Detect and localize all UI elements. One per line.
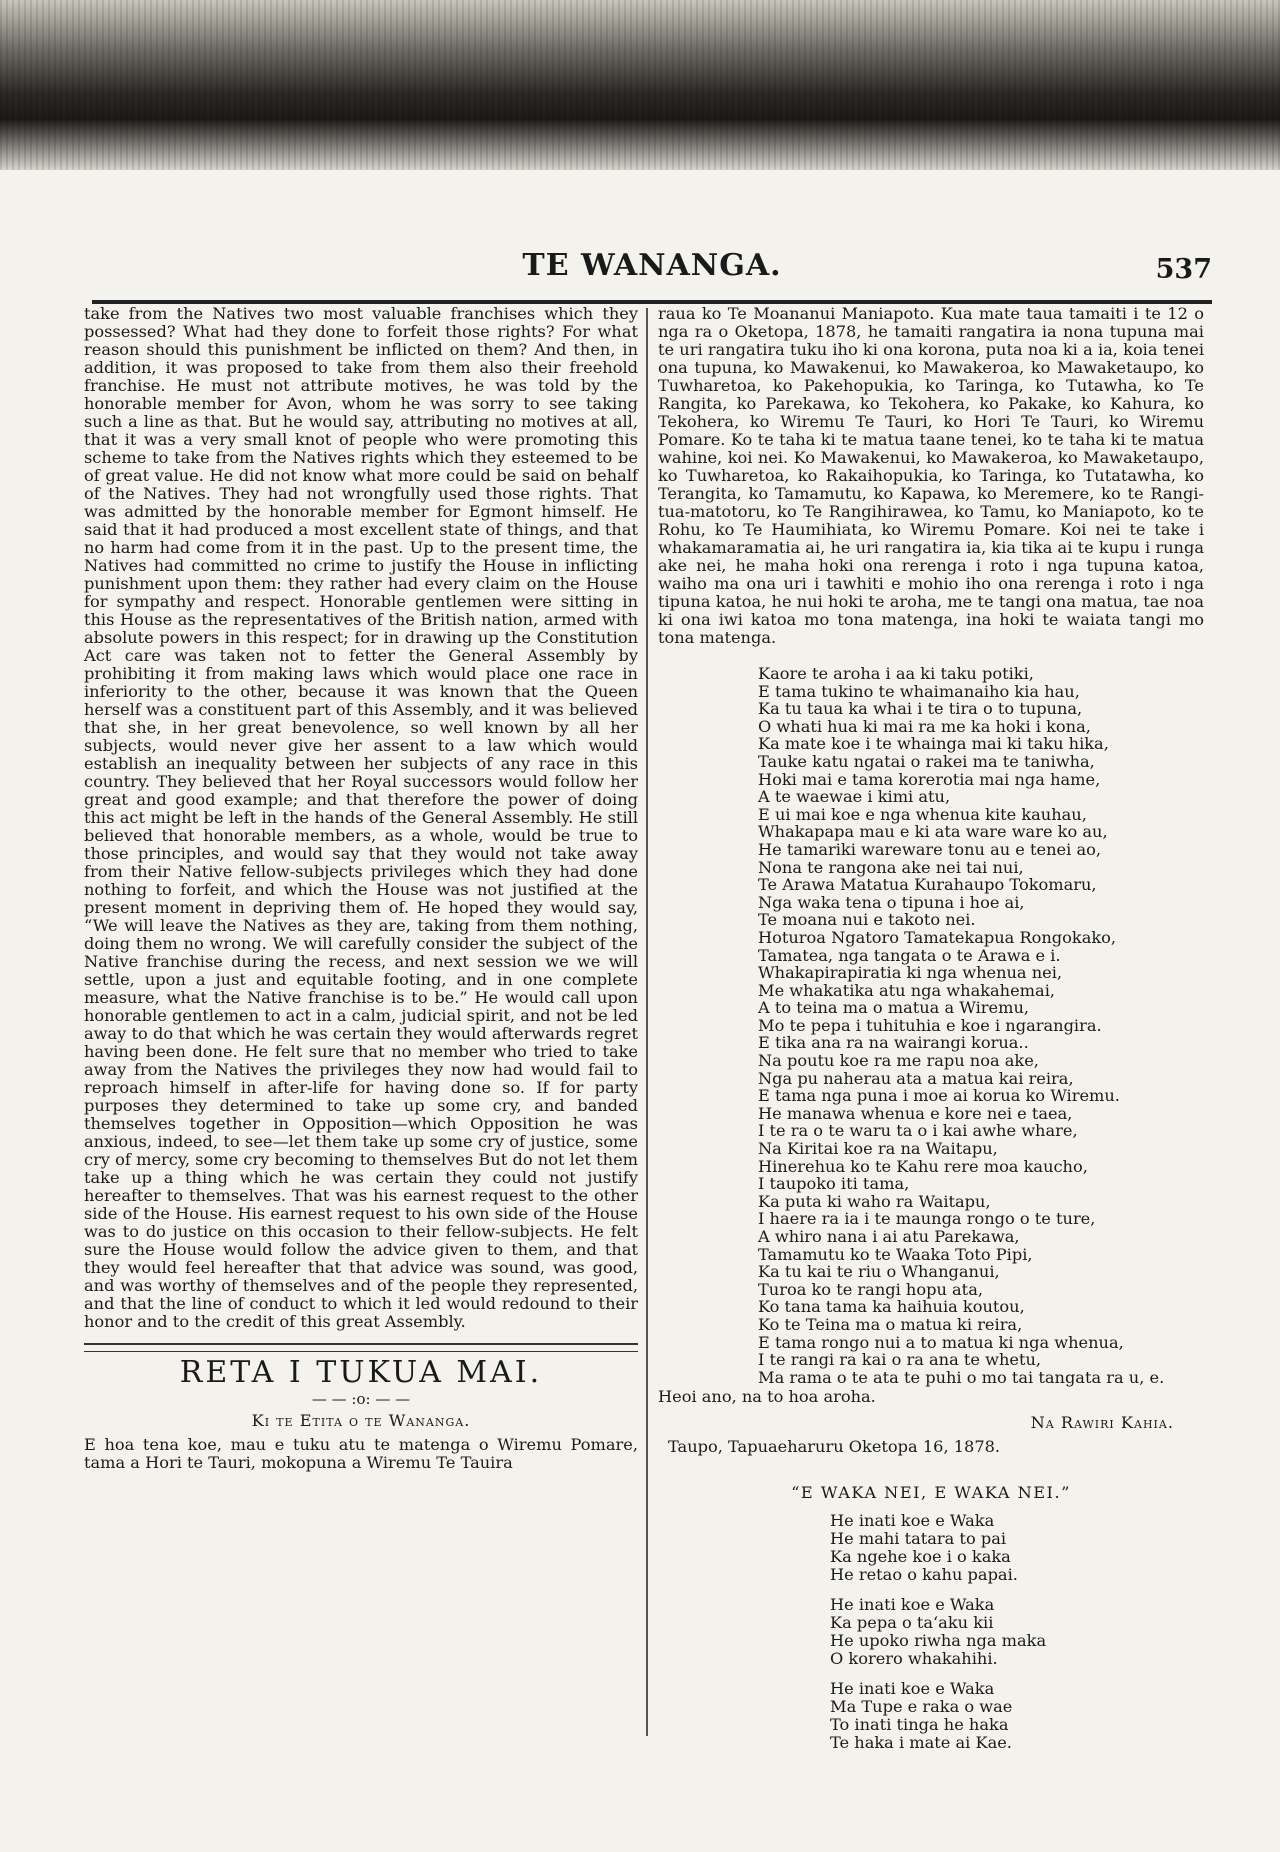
poem-line: Kaore te aroha i aa ki taku potiki, <box>758 664 1034 683</box>
poem-line: E tama nga puna i moe ai korua ko Wiremu. <box>758 1086 1120 1106</box>
poem-line: Nga pu naherau ata a matua kai reira, <box>758 1068 1074 1088</box>
song-line: He mahi tatara to pai <box>830 1529 1007 1549</box>
poem-line: I taupoko iti tama, <box>758 1174 910 1194</box>
letter-dateline: Taupo, Tapuaeharuru Oketopa 16, 1878. <box>668 1437 1001 1457</box>
poem-line: He manawa whenua e kore nei e taea, <box>758 1103 1073 1123</box>
song-stanza-2 <box>830 1596 1204 1668</box>
poem-line: E tama rongo nui a to matua ki nga whenua, <box>758 1332 1124 1352</box>
section-ornament: — — :o: — — <box>311 1390 411 1408</box>
poem-line: Ka mate koe i te whainga mai ki taku hika, <box>758 734 1109 754</box>
song-title: “E WAKA NEI, E WAKA NEI.” <box>791 1483 1071 1503</box>
poem-line: Ko tana tama ka haihuia koutou, <box>758 1297 1025 1317</box>
poem-line: Nga waka tena o tipuna i hoe ai, <box>758 892 1025 912</box>
section-heading: RETA I TUKUA MAI. <box>179 1355 543 1390</box>
poem-line: A te waewae i kimi atu, <box>758 787 951 807</box>
song-line: O korero whakahihi. <box>830 1649 998 1669</box>
poem-line: Me whakatika atu nga whakahemai, <box>758 980 1056 1000</box>
masthead <box>92 248 1212 294</box>
poem-line: Whakapirapiratia ki nga whenua nei, <box>758 963 1063 983</box>
song-line: Ka pepa o taʻaku kii <box>830 1613 994 1633</box>
song-stanza-1 <box>830 1512 1204 1584</box>
lament-poem <box>758 665 1204 1386</box>
song-line: He retao o kahu papai. <box>830 1565 1018 1585</box>
song-line: To inati tinga he haka <box>830 1715 1009 1735</box>
poem-line: Ka tu kai te riu o Whanganui, <box>758 1262 1000 1282</box>
letter-signature: Na Rawiri Kahia. <box>1030 1413 1174 1433</box>
poem-line: Ma rama o te ata te puhi o mo tai tangata ra u, e. <box>758 1367 1165 1387</box>
letter-opening: E hoa tena koe, mau e tuku atu te matenga o Wiremu Pomare, tama a Hori te Tauri, mokopuna a Wiremu Te Tauira <box>84 1435 638 1472</box>
poem-line: E tika ana ra na wairangi korua.. <box>758 1033 1029 1053</box>
poem-line: Te moana nui e takoto nei. <box>758 910 976 930</box>
letter-closing: Heoi ano, na to hoa aroha. <box>658 1387 876 1407</box>
poem-line: Te Arawa Matatua Kurahaupo Tokomaru, <box>758 875 1097 895</box>
poem-line: Ko te Teina ma o matua ki reira, <box>758 1314 1023 1334</box>
poem-line: Turoa ko te rangi hopu ata, <box>758 1279 983 1299</box>
poem-line: A to teina ma o matua a Wiremu, <box>758 998 1030 1018</box>
song-line: Te haka i mate ai Kae. <box>830 1733 1012 1753</box>
poem-line: Hoturoa Ngatoro Tamatekapua Rongokako, <box>758 927 1117 947</box>
parliament-speech-text: take from the Natives two most valuable franchises which they possessed? What had they done to forfeit those rights? For what reason should this punishment be inflicted on them? And then, in addition, it was proposed to take from them also their freehold franchise. He must not attribute motives, he was told by the honorable member for Avon, whom he was sorry to see taking such a line as that. But he would say, attributing no motives at all, that it was a very small knot of people who were promoting this scheme to take from the Natives rights which they esteemed to be of great value. He did not know what more could be said on behalf of the Natives. They had not wrongfully used those rights. That was admitted by the honorable member for Egmont himself. He said that it had produced a most excellent state of things, and that no harm had come from it in the past. Up to the present time, the Natives had committed no crime to justify the House in inflicting punishment upon them: they rather had every claim on the House for sympathy and respect. Honorable gentlemen were sitting in this House as the representatives of the British nation, armed with absolute powers in this respect; for in drawing up the Constitution Act care was taken not to fetter the General Assembly by prohibiting it from making laws which would place one race in inferiority to the other, because it was known that the Queen herself was a constituent part of this Assembly, and it was believed that she, in her great benevolence, so well known by all her subjects, would never give her assent to a law which would establish an inequality between her subjects of any race in this country. They believed that her Royal successors would follow her great and good example; and that therefore the power of doing this act might be left in the hands of the General Assembly. He still believed that honorable members, as a whole, would be true to those principles, and would say that they would not take away from their Native fellow-subjects privileges which they had done nothing to forfeit, and which the House was not justified at the present moment in depriving them of. He hoped they would say, “We will leave the Natives as they are, taking from them nothing, doing them no wrong. We will carefully consider the subject of the Native franchise during the recess, and next session we we will settle, upon a just and equitable footing, and in one complete measure, what the Native franchise is to be.” He would call upon honorable gentlemen to act in a calm, judicial spirit, and not be led away to do that which he was certain they would afterwards regret having been done. He felt sure that no member who tried to take away from the Natives the privileges they now had would fail to reproach himself in after-life for having done so. If for party purposes they determined to take up some cry, and banded themselves together in Opposition—which Opposition he was anxious, indeed, to see—let them take up some cry of justice, some cry of mercy, some cry becoming to themselves But do not let them take up a thing which he was certain they could not justify hereafter to themselves. That was his earnest request to the other side of the House. His earnest request to his own side of the House was to do justice on this occasion to their fellow-subjects. He felt sure the House would follow the advice given to them, and that they would feel hereafter that that advice was sound, was good, and was worthy of themselves and of the people they represented, and that the line of conduct to which it led would redound to their honor and to the credit of this great Assembly. <box>84 304 638 1331</box>
song-line: He inati koe e Waka <box>830 1679 995 1699</box>
ornamental-rule <box>84 1343 638 1352</box>
page-number: 537 <box>1155 254 1212 285</box>
scan-edge-band <box>0 0 1280 170</box>
poem-line: Mo te pepa i tuhituhia e koe i ngarangira. <box>758 1015 1102 1035</box>
letter-salutation: Ki te Etita o te Wananga. <box>251 1411 471 1430</box>
poem-line: Tauke katu ngatai o rakei ma te taniwha, <box>758 751 1095 771</box>
song-line: He inati koe e Waka <box>830 1511 995 1531</box>
song-line: Ma Tupe e raka o wae <box>830 1697 1013 1717</box>
poem-line: E ui mai koe e nga whenua kite kauhau, <box>758 804 1087 824</box>
poem-line: Tamamutu ko te Waaka Toto Pipi, <box>758 1244 1033 1264</box>
newspaper-title: TE WANANGA. <box>522 248 782 283</box>
poem-line: He tamariki wareware tonu au e tenei ao, <box>758 839 1101 859</box>
poem-line: I haere ra ia i te maunga rongo o te ture, <box>758 1209 1096 1229</box>
poem-line: Ka tu taua ka whai i te tira o to tupuna, <box>758 699 1083 719</box>
poem-line: Na poutu koe ra me rapu noa ake, <box>758 1051 1039 1071</box>
letter-body: raua ko Te Moananui Maniapoto. Kua mate taua tamaiti i te 12 o nga ra o Oketopa, 1878, he tamaiti rangatira ia nona tupuna mai te uri rangatira tuku iho ki ona korona, puta noa ki a ia, koia tenei ona tupuna, ko Mawakenui, ko Mawakeroa, ko Mawaketaupo, ko Tuwharetoa, ko Pakehopukia, ko Taringa, ko Tutawha, ko Te Rangita, ko Parekawa, ko Tekohera, ko Pakake, ko Kahura, ko Tekohera, ko Wiremu Te Tauri, ko Hori Te Tauri, ko Wiremu Pomare. Ko te taha ki te matua taane tenei, ko te taha ki te matua wahine, koi nei. Ko Mawakenui, ko Mawakeroa, ko Mawaketaupo, ko Tuwharetoa, ko Rakaihopukia, ko Taringa, ko Tutatawha, ko Terangita, ko Tamamutu, ko Kapawa, ko Meremere, ko te Rangi-tua-matotoru, ko Te Rangihirawea, ko Tamu, ko Maniapoto, ko te Rohu, ko Te Haumihiata, ko Wiremu Pomare. Koi nei te take i whakamaramatia ai, he uri rangatira ia, kia tika ai te kupu i runga ake nei, he maha hoki ona rerenga i roto i nga tupuna katoa, waiho ma ona uri i tawhiti e mohio iho ona rerenga i roto i nga tipuna katoa, he nui hoki te aroha, me te tangi ona matua, tae noa ki ona iwi katoa mo tona matenga, ina hoki te waiata tangi mo tona matenga. <box>658 304 1204 647</box>
poem-line: A whiro nana i ai atu Parekawa, <box>758 1227 1020 1246</box>
poem-line: Hinerehua ko te Kahu rere moa kaucho, <box>758 1156 1088 1176</box>
poem-line: E tama tukino te whaimanaiho kia hau, <box>758 681 1080 701</box>
poem-line: Nona te rangona ake nei tai nui, <box>758 857 1024 877</box>
right-column <box>658 305 1204 1752</box>
song-stanza-3 <box>830 1680 1204 1752</box>
poem-line: O whati hua ki mai ra me ka hoki i kona, <box>758 716 1091 736</box>
poem-line: Tamatea, nga tangata o te Arawa e i. <box>758 945 1061 965</box>
poem-line: Na Kiritai koe ra na Waitapu, <box>758 1139 998 1159</box>
song-line: He inati koe e Waka <box>830 1595 995 1615</box>
column-divider <box>646 308 648 1736</box>
song-line: He upoko riwha nga maka <box>830 1631 1047 1651</box>
left-column <box>84 305 638 1472</box>
poem-line: Hoki mai e tama korerotia mai nga hame, <box>758 769 1101 789</box>
poem-line: Ka puta ki waho ra Waitapu, <box>758 1191 991 1211</box>
poem-line: I te rangi ra kai o ra ana te whetu, <box>758 1350 1042 1370</box>
poem-line: Whakapapa mau e ki ata ware ware ko au, <box>758 822 1108 842</box>
poem-line: I te ra o te waru ta o i kai awhe whare, <box>758 1121 1078 1141</box>
song-line: Ka ngehe koe i o kaka <box>830 1547 1011 1567</box>
